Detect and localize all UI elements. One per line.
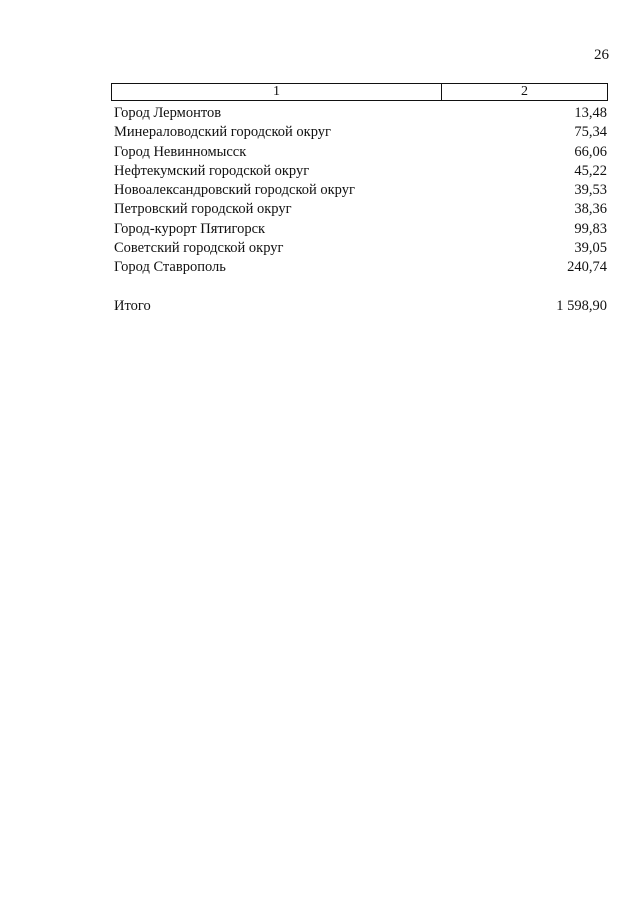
row-value: 38,36: [574, 201, 607, 218]
table-row: [111, 258, 608, 277]
row-value: 39,53: [574, 182, 607, 199]
column-header-1: 1: [112, 84, 442, 100]
row-name: Минераловодский городской округ: [114, 124, 331, 141]
total-value: 1 598,90: [556, 297, 607, 314]
table-body: [111, 104, 608, 316]
total-row: [111, 297, 608, 316]
row-name: Город Ставрополь: [114, 259, 226, 276]
row-name: Новоалександровский городской округ: [114, 182, 355, 199]
row-value: 240,74: [567, 259, 607, 276]
row-name: Город Лермонтов: [114, 105, 222, 121]
row-name: Город-курорт Пятигорск: [114, 220, 266, 237]
table-row: [111, 200, 608, 219]
row-value: 45,22: [574, 162, 607, 179]
row-value: 66,06: [574, 143, 607, 160]
row-name: Нефтекумский городской округ: [114, 162, 310, 179]
table-row: [111, 220, 608, 239]
table-row: [111, 162, 608, 181]
row-value: 13,48: [574, 105, 607, 121]
page-number: 26: [594, 47, 609, 63]
row-value: 75,34: [574, 124, 607, 141]
table-header-row: [111, 83, 608, 101]
row-value: 39,05: [574, 240, 607, 257]
total-label: Итого: [114, 297, 151, 314]
table-row: [111, 143, 608, 162]
row-name: Город Невинномысск: [114, 143, 247, 160]
column-header-2: 2: [521, 84, 528, 99]
row-value: 99,83: [574, 220, 607, 237]
table-row: [111, 181, 608, 200]
row-name: Советский городской округ: [114, 240, 284, 257]
table-row: [111, 123, 608, 142]
table-row: [111, 239, 608, 258]
table-row: [111, 104, 608, 123]
data-table: [111, 83, 608, 316]
row-name: Петровский городской округ: [114, 201, 292, 218]
